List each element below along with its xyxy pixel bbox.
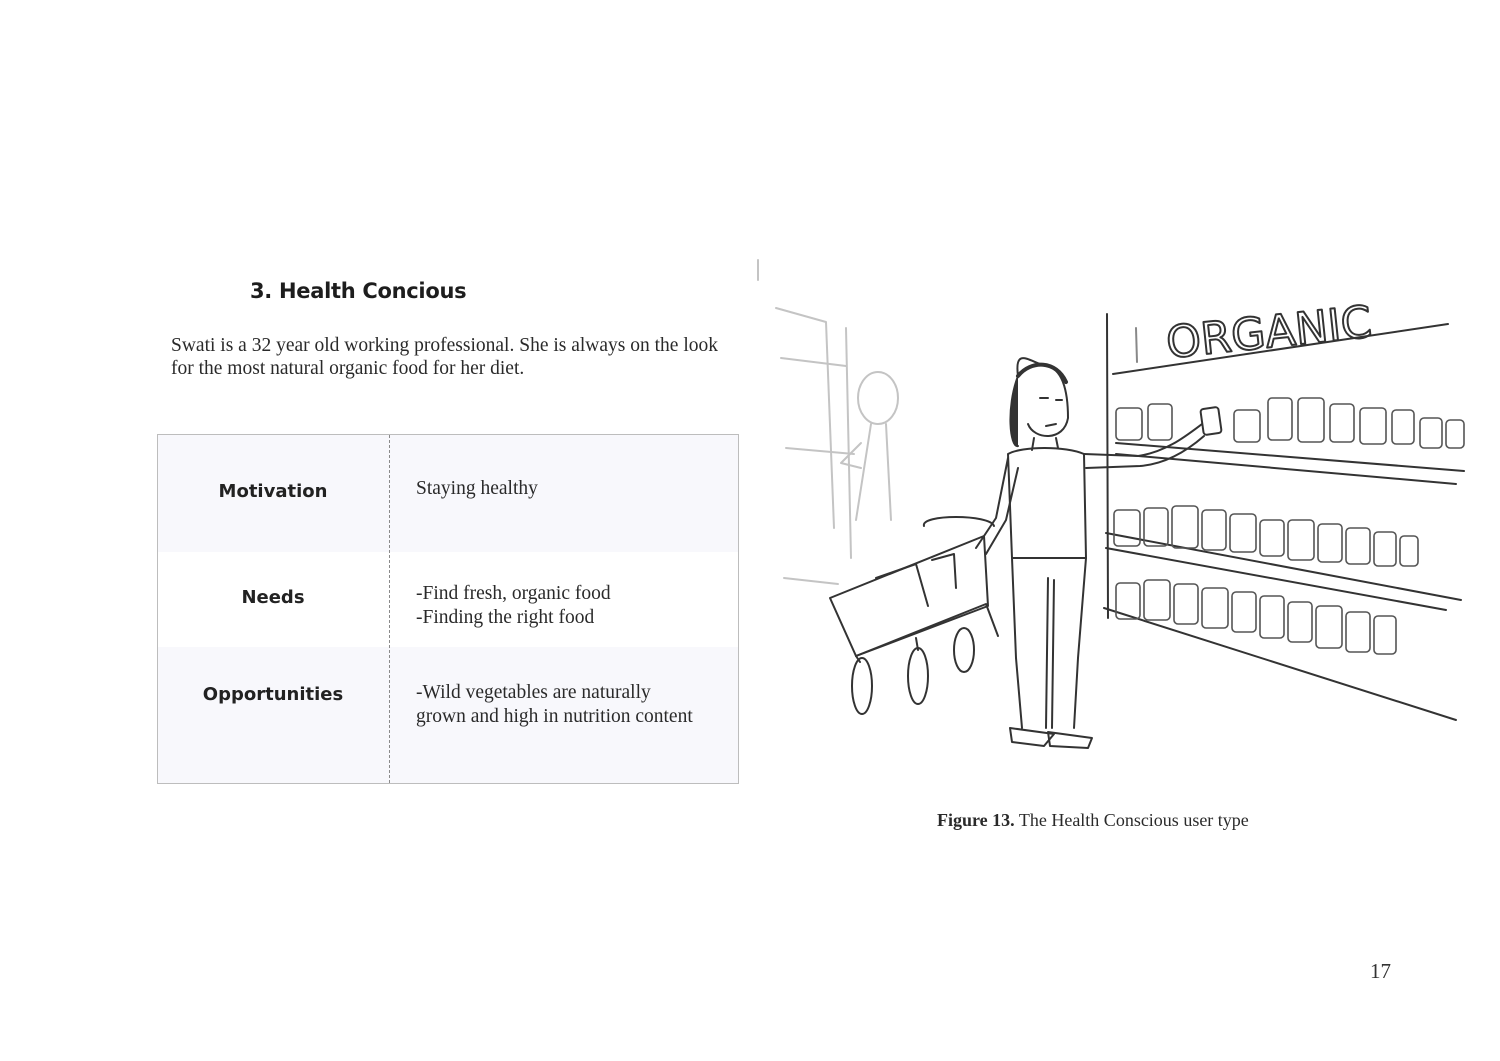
background-sketch [758,260,898,584]
woman-figure [976,358,1222,748]
held-jar [1200,407,1221,435]
section-title: 3. Health Concious [250,279,467,303]
value-line: -Find fresh, organic food [416,583,611,604]
figure-caption [937,810,1249,831]
jars [1114,398,1464,654]
row-label-motivation: Motivation [218,481,328,502]
table-row-needs [158,552,738,647]
value-line: Staying healthy [416,478,538,499]
shelf-pillar [1107,314,1108,618]
caption-text: The Health Conscious user type [1014,810,1249,830]
shopping-cart [830,517,998,714]
column-divider [389,435,390,783]
row-label-needs: Needs [241,587,305,608]
page-number: 17 [1370,959,1391,983]
table-row-opportunities [158,647,738,783]
row-label-opportunities: Opportunities [202,684,344,705]
table-row-motivation [158,435,738,552]
sketch-illustration [756,258,1490,798]
value-line: -Finding the right food [416,607,595,628]
value-line: grown and high in nutrition content [416,706,693,727]
organic-sign-text: ORGANIC [1163,296,1375,369]
row-value-motivation [416,477,736,501]
persona-table [157,434,739,784]
persona-intro: Swati is a 32 year old working professional. She is always on the look for the most natural organic food for her diet. [171,335,718,379]
row-value-needs [416,582,736,630]
row-value-opportunities [416,681,736,729]
value-line: -Wild vegetables are naturally [416,682,651,703]
caption-label: Figure 13. [937,810,1015,830]
